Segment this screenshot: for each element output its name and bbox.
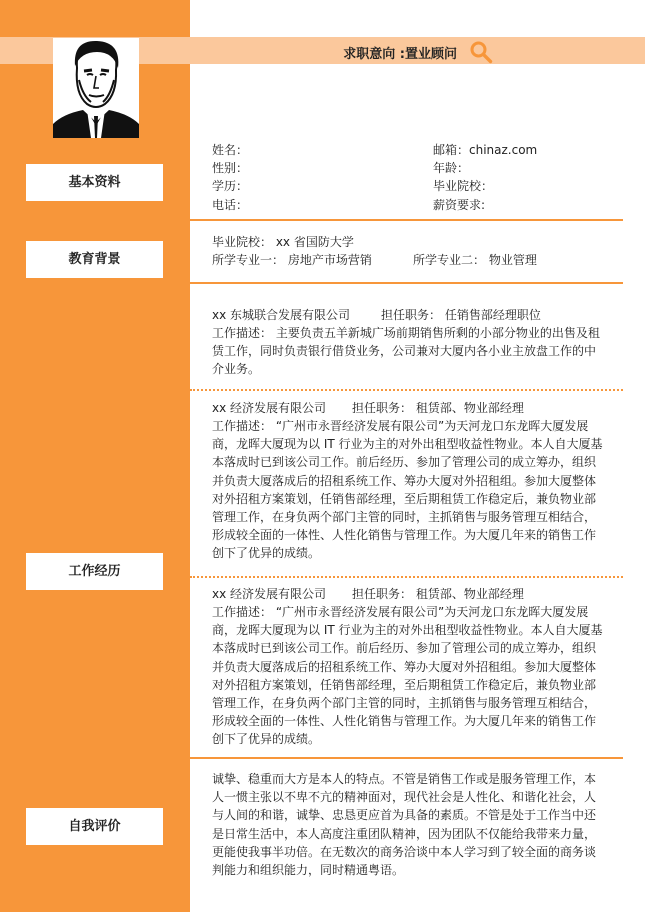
work-description: 工作描述： 主要负责五羊新城广场前期销售所剩的小部分物业的出售及租赁工作，同时负责银行借贷业务，公司兼对大厦内各小业主放盘工作的中介业务。: [212, 326, 600, 377]
work-position: 担任职务： 租赁部、物业部经理: [352, 401, 524, 415]
work-company: xx 经济发展有限公司: [212, 401, 327, 415]
work-company: xx 经济发展有限公司: [212, 587, 327, 601]
divider: [190, 389, 623, 391]
work-company: xx 东城联合发展有限公司: [212, 308, 351, 322]
work-description: 工作描述： “广州市永晋经济发展有限公司”为天河龙口东龙晖大厦发展商，龙晖大厦现为以 IT 行业为主的对外出租型收益性物业。本人自大厦基本落成时已到该公司工作。前后经历、参加了管理公司的成立筹办，组织并负责大厦落成后的招租系统工作、筹办大厦对外招租组。参加大厦整体对外招租方案策划，任销售部经理，至后期租赁工作稳定后，兼负物业部管理工作，在身负两个部门主管的同时，主抓销售与服务管理互相结合，形成较全面的一体性、人性化销售与管理工作。为大厦几年来的销售工作创下了优异的成绩。: [212, 419, 603, 561]
section-label-self: 自我评价: [26, 808, 163, 845]
work-position: 担任职务： 租赁部、物业部经理: [352, 587, 524, 601]
search-icon: [469, 40, 493, 64]
edu-major-1: 所学专业一： 房地产市场营销: [212, 253, 372, 267]
edu-school: 毕业院校： xx 省国防大学: [212, 235, 354, 249]
page-title: 求职意向 :置业顾问: [343, 47, 457, 62]
section-label-work: 工作经历: [26, 553, 163, 590]
section-label-education: 教育背景: [26, 241, 163, 278]
field-email: 邮箱：chinaz.com: [433, 143, 538, 157]
work-position: 担任职务： 任销售部经理职位: [381, 308, 541, 322]
field-school: 毕业院校：: [433, 179, 494, 193]
field-name: 姓名：: [212, 143, 249, 157]
edu-major-2: 所学专业二： 物业管理: [413, 253, 537, 267]
divider: [190, 757, 623, 759]
divider: [190, 576, 623, 578]
divider: [190, 219, 623, 221]
field-age: 年龄：: [433, 161, 470, 175]
field-salary: 薪资要求:: [433, 198, 486, 212]
work-description: 工作描述： “广州市永晋经济发展有限公司”为天河龙口东龙晖大厦发展商，龙晖大厦现为以 IT 行业为主的对外出租型收益性物业。本人自大厦基本落成时已到该公司工作。前后经历、参加了管理公司的成立筹办，组织并负责大厦落成后的招租系统工作、筹办大厦对外招租组。参加大厦整体对外招租方案策划，任销售部经理，至后期租赁工作稳定后，兼负物业部管理工作，在身负两个部门主管的同时，主抓销售与服务管理互相结合，形成较全面的一体性、人性化销售与管理工作。为大厦几年来的销售工作创下了优异的成绩。: [212, 605, 603, 747]
field-gender: 性别：: [212, 161, 249, 175]
divider: [190, 282, 623, 284]
self-evaluation-text: 诚挚、稳重而大方是本人的特点。不管是销售工作或是服务管理工作，本人一惯主张以不卑不亢的精神面对，现代社会是人性化、和谐化社会，人与人间的和谐，诚挚、忠恳更应首为具备的素质。不管是处于工作当中还是日常生活中，本人高度注重团队精神，因为团队不仅能给我带来力量，更能使我事半功倍。在无数次的商务洽谈中本人学习到了较全面的商务谈判能力和组织能力，同时精通粤语。: [212, 772, 597, 878]
field-phone: 电话：: [212, 198, 249, 212]
field-education: 学历：: [212, 179, 249, 193]
section-label-basic: 基本资料: [26, 164, 163, 201]
avatar-photo: [53, 38, 139, 138]
